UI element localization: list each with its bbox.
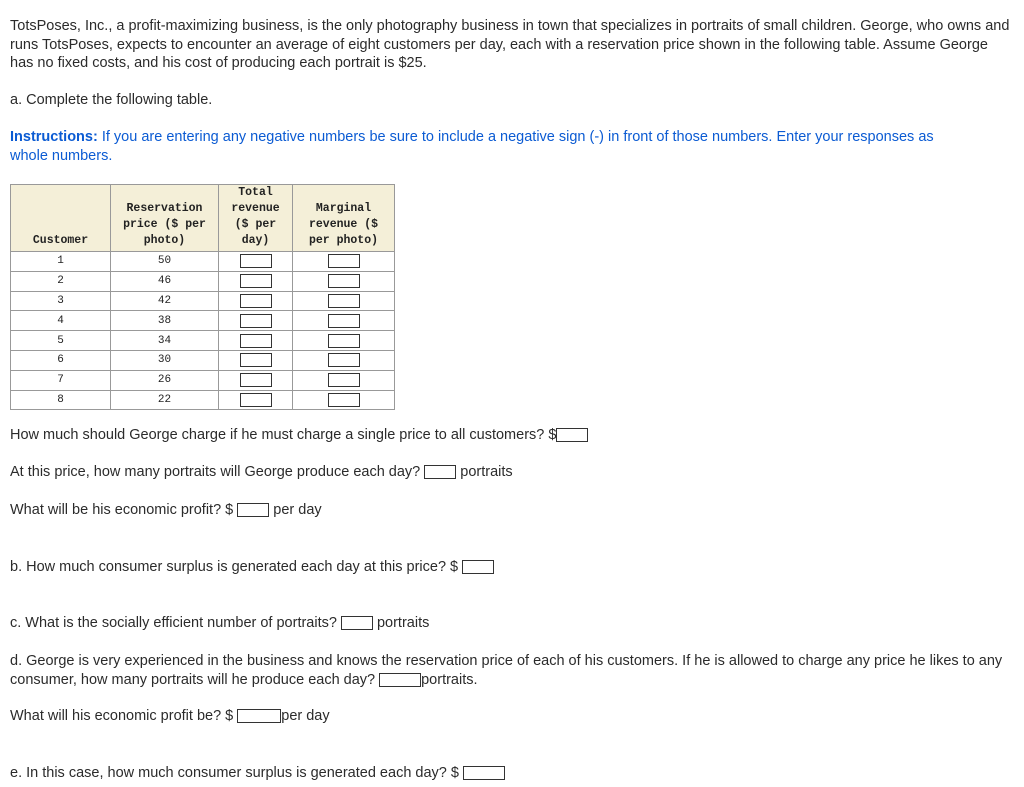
marginal-revenue-input[interactable]	[328, 314, 360, 328]
marginal-revenue-cell	[293, 390, 395, 410]
discrimination-portraits-input[interactable]	[379, 673, 421, 687]
reservation-price-cell: 30	[111, 350, 219, 370]
reservation-price-cell: 26	[111, 370, 219, 390]
instructions-text: If you are entering any negative numbers be sure to include a negative sign (-) in front of those numbers. Enter your responses as whole numbers.	[10, 129, 934, 164]
portraits-unit: portraits	[460, 464, 513, 480]
reservation-price-cell: 22	[111, 390, 219, 410]
header-reservation-price: Reservation price ($ per photo)	[111, 185, 219, 252]
consumer-surplus-input[interactable]	[462, 560, 494, 574]
header-customer: Customer	[11, 185, 111, 252]
marginal-revenue-input[interactable]	[328, 373, 360, 387]
table-row	[11, 331, 395, 351]
question-d-profit-text: What will his economic profit be? $	[10, 708, 234, 724]
table-body	[11, 252, 395, 410]
customer-cell: 2	[11, 271, 111, 291]
total-revenue-input[interactable]	[240, 314, 272, 328]
customer-cell: 3	[11, 291, 111, 311]
header-marginal-revenue: Marginal revenue ($ per photo)	[293, 185, 395, 252]
question-profit	[10, 501, 322, 520]
efficient-portraits-unit: portraits	[376, 615, 430, 631]
total-revenue-cell	[219, 311, 293, 331]
table-row	[11, 370, 395, 390]
reservation-price-cell: 46	[111, 271, 219, 291]
total-revenue-cell	[219, 252, 293, 272]
customer-cell: 6	[11, 350, 111, 370]
marginal-revenue-input[interactable]	[328, 353, 360, 367]
total-revenue-cell	[219, 291, 293, 311]
reservation-price-cell: 42	[111, 291, 219, 311]
total-revenue-cell	[219, 370, 293, 390]
discrimination-profit-input[interactable]	[237, 709, 281, 723]
table-row	[11, 390, 395, 410]
marginal-revenue-cell	[293, 271, 395, 291]
instructions-label: Instructions:	[10, 129, 98, 145]
question-e	[10, 764, 505, 783]
marginal-revenue-input[interactable]	[328, 393, 360, 407]
problem-intro: TotsPoses, Inc., a profit-maximizing business, is the only photography business in town that specializes in portraits of small children. George, who owns and runs TotsPoses, expects to encounter an average of eight customers per day, each with a reservation price shown in the following table. Assume George has no fixed costs, and his cost of producing each portrait is $25.	[10, 18, 1010, 71]
table-row	[11, 311, 395, 331]
marginal-revenue-input[interactable]	[328, 254, 360, 268]
header-total-revenue: Total revenue ($ per day)	[219, 185, 293, 252]
marginal-revenue-cell	[293, 311, 395, 331]
total-revenue-input[interactable]	[240, 373, 272, 387]
customer-cell: 5	[11, 331, 111, 351]
marginal-revenue-cell	[293, 370, 395, 390]
marginal-revenue-cell	[293, 291, 395, 311]
total-revenue-input[interactable]	[240, 294, 272, 308]
discrimination-portraits-unit: portraits.	[421, 671, 478, 688]
total-revenue-cell	[219, 331, 293, 351]
part-a-prompt: a. Complete the following table.	[10, 92, 213, 108]
table-header-row	[11, 185, 395, 252]
profit-input[interactable]	[237, 503, 269, 517]
marginal-revenue-input[interactable]	[328, 294, 360, 308]
question-c-text: c. What is the socially efficient number of portraits?	[10, 615, 337, 631]
question-d	[10, 652, 1010, 689]
total-revenue-cell	[219, 350, 293, 370]
customer-cell: 8	[11, 390, 111, 410]
reservation-price-cell: 50	[111, 252, 219, 272]
marginal-revenue-input[interactable]	[328, 334, 360, 348]
single-price-input[interactable]	[556, 428, 588, 442]
marginal-revenue-input[interactable]	[328, 274, 360, 288]
reservation-price-cell: 34	[111, 331, 219, 351]
total-revenue-input[interactable]	[240, 353, 272, 367]
question-e-text: e. In this case, how much consumer surplus is generated each day? $	[10, 765, 459, 781]
total-revenue-input[interactable]	[240, 334, 272, 348]
question-portraits-text: At this price, how many portraits will George produce each day?	[10, 464, 421, 480]
question-b	[10, 558, 494, 577]
table-row	[11, 350, 395, 370]
marginal-revenue-cell	[293, 252, 395, 272]
question-single-price-text: How much should George charge if he must charge a single price to all customers? $	[10, 427, 557, 443]
customer-cell: 4	[11, 311, 111, 331]
question-d-profit	[10, 707, 330, 726]
instructions	[10, 128, 970, 165]
reservation-price-cell: 38	[111, 311, 219, 331]
question-profit-text: What will be his economic profit? $	[10, 502, 234, 518]
discrimination-profit-unit: per day	[281, 708, 330, 724]
marginal-revenue-cell	[293, 350, 395, 370]
table-row	[11, 291, 395, 311]
total-revenue-cell	[219, 390, 293, 410]
customer-cell: 7	[11, 370, 111, 390]
question-d-text: d. George is very experienced in the business and knows the reservation price of each of his customers. If he is allowed to charge any price he likes to any consumer, how many portraits will he produce each day?	[10, 653, 1003, 688]
answer-table	[10, 184, 395, 410]
total-revenue-input[interactable]	[240, 393, 272, 407]
question-single-price	[10, 426, 588, 445]
discrimination-surplus-input[interactable]	[463, 766, 505, 780]
marginal-revenue-cell	[293, 331, 395, 351]
question-b-text: b. How much consumer surplus is generated each day at this price? $	[10, 559, 459, 575]
question-portraits	[10, 463, 513, 482]
total-revenue-input[interactable]	[240, 254, 272, 268]
table-row	[11, 252, 395, 272]
table-row	[11, 271, 395, 291]
question-c	[10, 614, 429, 633]
customer-cell: 1	[11, 252, 111, 272]
total-revenue-cell	[219, 271, 293, 291]
total-revenue-input[interactable]	[240, 274, 272, 288]
profit-unit: per day	[273, 502, 322, 518]
portraits-input[interactable]	[424, 465, 456, 479]
efficient-portraits-input[interactable]	[341, 616, 373, 630]
